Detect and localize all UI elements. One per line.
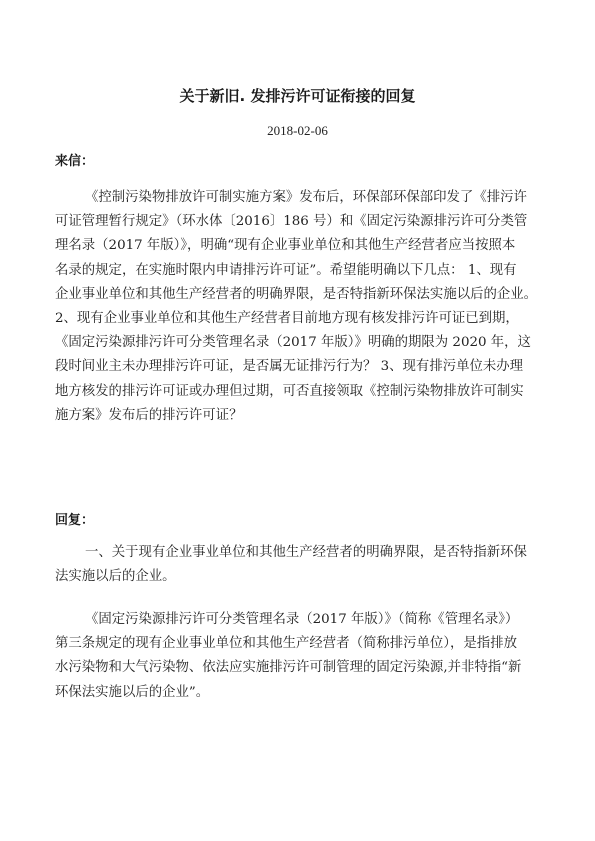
letter-line: 理名录（2017 年版）》，明确“现有企业事业单位和其他生产经营者应当按照本	[55, 238, 516, 254]
reply-line: 环保法实施以后的企业”。	[55, 684, 210, 700]
letter-line: 2、现有企业事业单位和其他生产经营者目前地方现有核发排污许可证已到期，	[55, 311, 519, 327]
reply-line: 第三条规定的现有企业事业单位和其他生产经营者（简称排污单位），是指排放	[55, 636, 517, 652]
letter-line: 《固定污染源排污许可分类管理名录（2017 年版）》明确的期限为 2020 年，这	[55, 335, 531, 351]
letter-line: 可证管理暂行规定》（环水体〔2016〕186 号）和《固定污染源排污许可分类管	[55, 214, 528, 230]
reply-line: 水污染物和大气污染物、依法应实施排污许可制管理的固定污染源,并非特指“新	[55, 660, 522, 676]
document-date: 2018-02-06	[267, 123, 328, 138]
reply-line: 法实施以后的企业。	[55, 569, 176, 585]
letter-line: 名录的规定，在实施时限内申请排污许可证”。希望能明确以下几点： 1、现有	[55, 262, 517, 278]
letter-paragraph	[55, 186, 547, 428]
reply-paragraph-1	[55, 541, 547, 589]
letter-line: 企业事业单位和其他生产经营者的明确界限，是否特指新环保法实施以后的企业。	[55, 286, 538, 302]
reply-line: 一、关于现有企业事业单位和其他生产经营者的明确界限，是否特指新环保	[85, 545, 527, 560]
reply-section-label: 回复：	[55, 513, 95, 528]
reply-line: 《固定污染源排污许可分类管理名录（2017 年版）》（简称《管理名录》）	[85, 612, 519, 627]
letter-line: 地方核发的排污许可证或办理但过期，可否直接领取《控制污染物排放许可制实	[55, 383, 524, 399]
letter-section-label: 来信：	[55, 154, 95, 169]
letter-line: 施方案》发布后的排污许可证？	[55, 407, 243, 423]
reply-paragraph-2	[55, 608, 547, 705]
document-title: 关于新旧. 发排污许可证衔接的回复	[179, 87, 416, 105]
letter-line: 《控制污染物排放许可制实施方案》发布后，环保部环保部印发了《排污许	[85, 190, 527, 205]
letter-line: 段时间业主未办理排污许可证，是否属无证排污行为？ 3、现有排污单位未办理	[55, 359, 524, 375]
